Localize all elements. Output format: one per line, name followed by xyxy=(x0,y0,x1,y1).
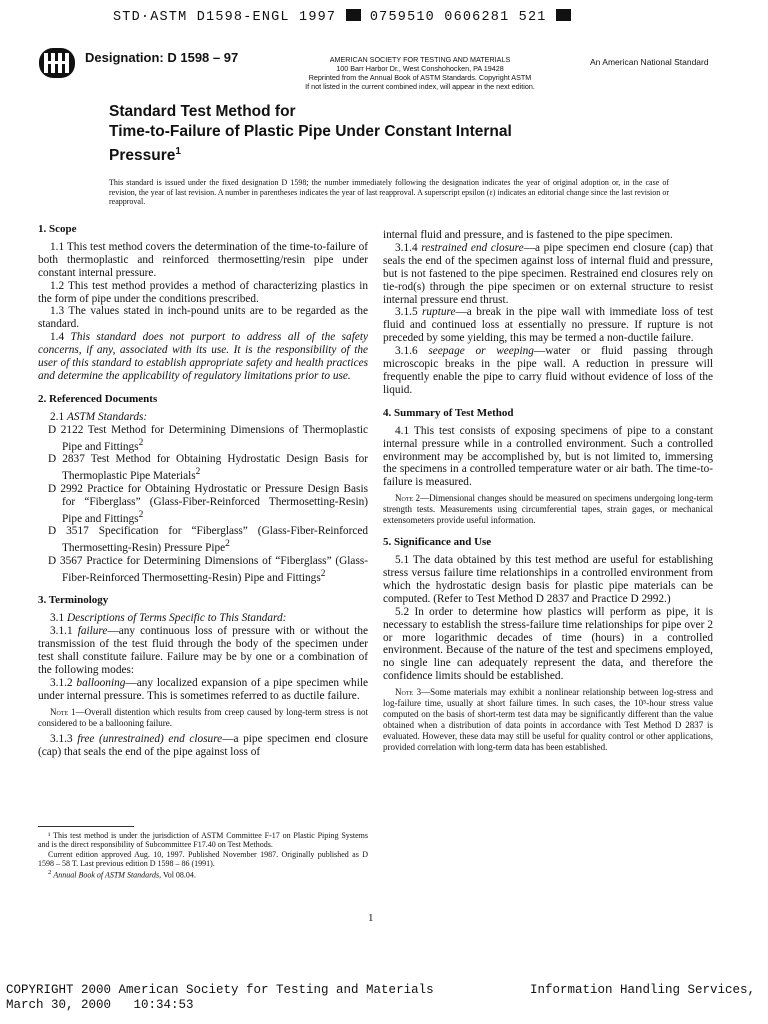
safety-statement: This standard does not purport to address all of the safety concerns, if any, associated with its use. It is the responsibility of the user of this standard to establish appropriate safety and health practices and determine the applicability of regulatory limitations prior to use. xyxy=(38,331,368,382)
designation xyxy=(85,50,238,65)
footnote-source: Annual Book of ASTM Standards xyxy=(53,870,160,880)
paragraph-number: 3.1 xyxy=(50,612,67,625)
note-label: Note 2 xyxy=(395,493,421,504)
standard-title: Practice for Obtaining Hydrostatic or Pressure Design Basis for “Fiberglass” (Glass-Fiber-Reinforced Thermosetting-Resin) Pipe and Fittings xyxy=(62,482,368,525)
title-line: Standard Test Method for xyxy=(109,103,296,120)
note xyxy=(383,493,713,526)
note-text: —Dimensional changes should be measured on specimens undergoing long-term strength tests. Measurements using circumferential tapes, strain gages, or mechanical extensometers provide useful information. xyxy=(383,493,713,526)
note-label: Note 3 xyxy=(395,687,422,698)
paragraph xyxy=(38,612,368,625)
paragraph: 5.1 The data obtained by this test method are useful for establishing stress versus failure time relationships in a controlled environment from which the hydrostatic design basis for plastic pipe materials can be computed. (Refer to Test Method D 2837 and Practice D 2992.) xyxy=(383,554,713,605)
stamp-block xyxy=(346,9,361,21)
paragraph-number: 3.1.3 xyxy=(50,732,78,745)
issuance-notice: This standard is issued under the fixed designation D 1598; the number immediately following the designation indicates the year of original adoption or, in the case of revision, the year of last revision. A number in parentheses indicates the year of last reapproval. A superscript epsilon (ε) indicates an editorial change since the last revision or reapproval. xyxy=(109,178,669,206)
note xyxy=(38,707,368,729)
standard-title: Test Method for Obtaining Hydrostatic Design Basis for Thermoplastic Pipe Materials xyxy=(62,453,368,482)
standard-title: Specification for “Fiberglass” (Glass-Fiber-Reinforced Thermosetting-Resin) Pressure Pipe xyxy=(62,525,369,554)
paragraph-number: 3.1.4 xyxy=(395,241,422,254)
right-column xyxy=(383,229,713,757)
definition: —water or fluid passing through microscopic breaks in the pipe wall. A reduction in pressure will frequently enable the pipe to carry fluid without evidence of loss of the liquid. xyxy=(383,345,713,396)
definition: —any continuous loss of pressure with or without the transmission of the test fluid through the body of the specimen under test shall constitute failure. Failure may be by one or a combination of the following modes: xyxy=(38,625,368,677)
title-word: Pressure xyxy=(109,147,176,165)
definition: —a pipe specimen end closure (cap) that seals the end of the pipe against loss of xyxy=(38,732,369,758)
note-text: —Overall distention which results from creep caused by long-term stress is not considered to be a ballooning failure. xyxy=(38,706,368,728)
definition: —a break in the pipe wall with immediate loss of test fluid and continued loss at essentially no pressure. If rupture is not preceded by some yielding, this may be termed a non-ductile failure. xyxy=(383,306,713,345)
footnotes xyxy=(38,826,368,880)
footnote-marker: 1 xyxy=(175,146,181,157)
subheading: Descriptions of Terms Specific to This Standard: xyxy=(66,612,287,625)
document-title xyxy=(109,102,609,166)
section-heading: 4. Summary of Test Method xyxy=(383,406,514,419)
paragraph: internal fluid and pressure, and is fastened to the pipe specimen. xyxy=(383,229,673,241)
paragraph: 1.1 This test method covers the determination of the time-to-failure of both thermoplastic and reinforced thermosetting/resin pipe under constant internal pressure. xyxy=(38,240,368,279)
note xyxy=(383,687,713,753)
standard-code: D 2122 xyxy=(48,423,84,436)
stamp-block xyxy=(556,9,571,21)
standard-reference xyxy=(38,555,368,585)
american-national-standard-label: An American National Standard xyxy=(590,57,709,67)
note-text: —Some materials may exhibit a nonlinear relationship between log-stress and log-failure time, usually at short failure times. In such cases, the 10⁵-hour stress value computed on the basis of short-term test data may be significantly different than the value obtained when a distribution of data points in accordance with Test Method D 2837 is evaluated. However, these data may still be useful for quality control or other applications, provided correlation with long-term data has been established. xyxy=(383,687,713,753)
standard-code: D 2992 xyxy=(48,482,83,495)
paragraph xyxy=(38,331,368,383)
stamp-text: STD·ASTM D1598-ENGL 1997 xyxy=(113,10,337,25)
standard-code: D 2837 xyxy=(48,453,85,466)
defined-term: ballooning xyxy=(76,676,126,689)
defined-term: seepage or weeping xyxy=(428,345,534,358)
paragraph-number: 1.4 xyxy=(50,331,71,344)
document-stamp xyxy=(113,9,571,25)
paragraph xyxy=(38,677,368,703)
footnote: Current edition approved Aug. 10, 1997. Published November 1987. Originally published as D 1598 – 58 T. Last previous edition D 1598 – 86 (1991). xyxy=(38,849,368,868)
section-heading: 1. Scope xyxy=(38,223,77,235)
publisher-line: AMERICAN SOCIETY FOR TESTING AND MATERIALS xyxy=(329,55,511,64)
paragraph xyxy=(38,733,368,759)
footnote-marker: 2 xyxy=(195,467,201,478)
paragraph xyxy=(38,411,368,424)
standard-reference xyxy=(38,453,368,483)
standard-code: D 3567 xyxy=(48,554,83,567)
publisher-line: If not listed in the current combined index, will appear in the next edition. xyxy=(305,82,535,91)
defined-term: failure xyxy=(77,625,108,638)
footnote-marker: 2 xyxy=(48,869,52,877)
footnote-marker: 2 xyxy=(138,437,144,448)
paragraph-number: 2.1 xyxy=(50,410,67,423)
paragraph xyxy=(383,345,713,397)
definition: —a pipe specimen end closure (cap) that seals the end of the specimen against loss of internal fluid and pressure, but is not fastened to the pipe specimen. Restrained end closures rely on tie-rod(s) through the pipe specimen or on external structure to resist internal pressure end thrust. xyxy=(383,241,713,306)
section-heading: 2. Referenced Documents xyxy=(38,392,158,405)
paragraph xyxy=(383,242,713,307)
footer-right: Information Handling Services, xyxy=(530,983,756,997)
paragraph: 5.2 In order to determine how plastics will perform as pipe, it is necessary to establish the stress-failure time relationships for pipe over 2 or more logarithmic decades of time (hours) in a controlled environment. Because of the nature of the test and specimens employed, no single line can adequately represent the data, and therefore the confidence limits should be established. xyxy=(383,605,713,683)
defined-term: rupture xyxy=(422,306,456,319)
designation-number: D 1598 – 97 xyxy=(167,50,239,65)
footnote-divider xyxy=(38,826,134,827)
footnote-marker: 2 xyxy=(138,509,144,520)
paragraph: 1.2 This test method provides a method of characterizing plastics in the form of pipe under the conditions prescribed. xyxy=(38,279,368,305)
left-column xyxy=(38,223,368,759)
footnote xyxy=(38,868,368,880)
footnote-volume: , Vol 08.04. xyxy=(159,870,196,880)
paragraph-number: 3.1.6 xyxy=(395,345,429,358)
footnote: ¹ This test method is under the jurisdiction of ASTM Committee F-17 on Plastic Piping Systems and is the direct responsibility of Subcommittee F17.40 on Test Methods. xyxy=(38,831,368,850)
standard-code: D 3517 xyxy=(48,525,89,538)
publisher-block xyxy=(270,55,570,91)
paragraph-number: 3.1.2 xyxy=(50,676,77,689)
timestamp-line: March 30, 2000 10:34:53 xyxy=(6,998,194,1012)
title-line: Time-to-Failure of Plastic Pipe Under Constant Internal xyxy=(109,123,512,140)
standard-title: Test Method for Determining Dimensions of Thermoplastic Pipe and Fittings xyxy=(62,423,368,453)
section-heading: 3. Terminology xyxy=(38,594,109,607)
footnote-marker: 2 xyxy=(225,539,230,550)
stamp-number: 0759510 0606281 521 xyxy=(369,10,547,25)
publisher-line: Reprinted from the Annual Book of ASTM Standards. Copyright ASTM xyxy=(308,73,532,82)
paragraph: 1.3 The values stated in inch-pound units are to be regarded as the standard. xyxy=(38,305,368,331)
copyright-footer xyxy=(6,983,434,1013)
astm-logo-icon xyxy=(38,45,76,81)
copyright-line: COPYRIGHT 2000 American Society for Testing and Materials xyxy=(6,983,434,997)
standard-title: Practice for Determining Dimensions of “Fiberglass” (Glass-Fiber-Reinforced Thermosetting-Resin) Pipe and Fittings xyxy=(62,554,368,584)
paragraph xyxy=(38,625,368,677)
paragraph xyxy=(383,306,713,345)
publisher-line: 100 Barr Harbor Dr., West Conshohocken, PA 19428 xyxy=(336,64,504,73)
defined-term: restrained end closure xyxy=(421,241,524,254)
standard-reference xyxy=(38,483,368,525)
footnote-marker: 2 xyxy=(320,568,326,579)
title-line xyxy=(109,142,609,166)
standard-reference xyxy=(38,525,368,555)
note-label: Note 1 xyxy=(50,706,76,717)
definition: —any localized expansion of a pipe specimen while under internal pressure. This is sometimes referred to as ductile failure. xyxy=(38,676,368,702)
standard-reference xyxy=(38,424,368,454)
paragraph-number: 3.1.5 xyxy=(395,306,423,319)
section-heading: 5. Significance and Use xyxy=(383,536,492,549)
designation-label: Designation: xyxy=(85,50,164,65)
defined-term: free (unrestrained) end closure xyxy=(77,732,223,745)
paragraph: 4.1 This test consists of exposing specimens of pipe to a constant internal pressure while in a controlled environment. Such a controlled environment may be accomplished by, but is not limited to, immersing the specimens in a controlled temperature water or air bath. The time-to-failure is measured. xyxy=(383,424,713,489)
page-number: 1 xyxy=(368,912,374,924)
subheading: ASTM Standards: xyxy=(66,410,148,423)
paragraph-number: 3.1.1 xyxy=(50,625,78,638)
